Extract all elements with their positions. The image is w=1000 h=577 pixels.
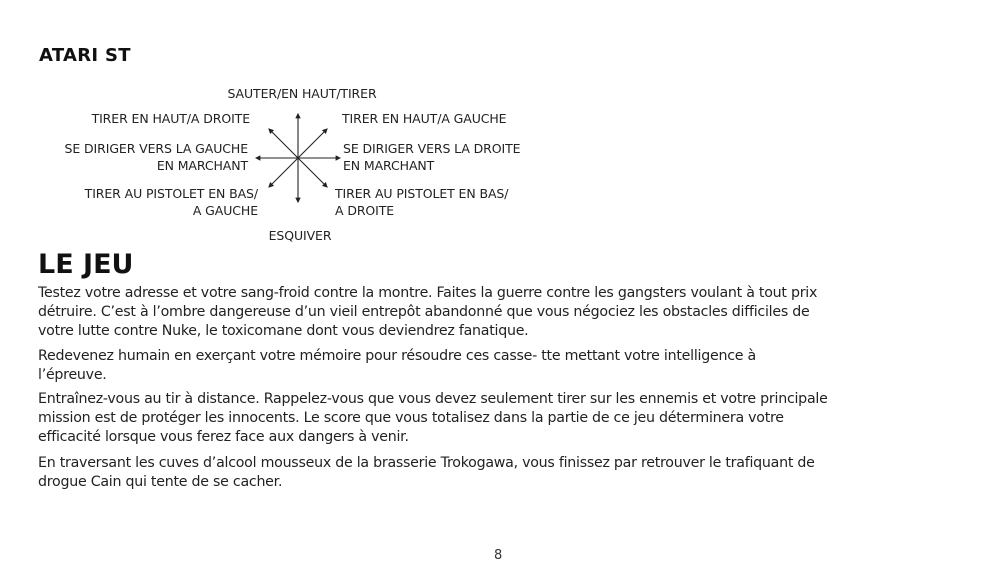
paragraph-line: votre lutte contre Nuke, le toxicomane dont vous deviendrez fanatique. bbox=[38, 323, 529, 339]
paragraph-line: efficacité lorsque vous ferez face aux dangers à venir. bbox=[38, 429, 409, 445]
arrow-up-left-icon bbox=[269, 129, 298, 158]
label-line: A DROITE bbox=[335, 203, 395, 218]
label-line: TIRER AU PISTOLET EN BAS/ bbox=[335, 186, 509, 201]
paragraph-line: En traversant les cuves d’alcool mousseux de la brasserie Trokogawa, vous finissez par retrouver le trafiquant de bbox=[38, 455, 815, 471]
label-line: TIRER EN HAUT/A DROITE bbox=[91, 111, 250, 126]
section-heading-atari-st: ATARI ST bbox=[39, 45, 131, 66]
arrow-up-right-icon bbox=[298, 129, 327, 158]
label-line: TIRER AU PISTOLET EN BAS/ bbox=[84, 186, 258, 201]
joystick-label-up-right bbox=[342, 110, 562, 127]
label-line: SE DIRIGER VERS LA DROITE bbox=[343, 141, 521, 156]
label-line: SAUTER/EN HAUT/TIRER bbox=[227, 86, 377, 101]
paragraph-line: mission est de protéger les innocents. Le score que vous totalisez dans la partie de ce jeu déterminera votre bbox=[38, 410, 784, 426]
joystick-label-down-left bbox=[30, 185, 258, 219]
joystick-label-up-left bbox=[40, 110, 250, 127]
paragraph-line: Redevenez humain en exerçant votre mémoire pour résoudre ces casse- tte mettant votre intelligence à bbox=[38, 348, 756, 364]
joystick-label-down-right bbox=[335, 185, 565, 219]
arrow-down-right-icon bbox=[298, 158, 327, 187]
paragraph bbox=[38, 347, 958, 385]
label-line: EN MARCHANT bbox=[343, 158, 435, 173]
paragraph-line: détruire. C’est à l’ombre dangereuse d’un vieil entrepôt abandonné que vous négociez les obstacles difficiles de bbox=[38, 304, 810, 320]
paragraph-line: l’épreuve. bbox=[38, 367, 107, 383]
arrow-down-left-icon bbox=[269, 158, 298, 187]
joystick-label-down bbox=[240, 227, 360, 244]
paragraph-line: Entraînez-vous au tir à distance. Rappelez-vous que vous devez seulement tirer sur les ennemis et votre principale bbox=[38, 391, 828, 407]
label-line: A GAUCHE bbox=[192, 203, 258, 218]
label-line: EN MARCHANT bbox=[156, 158, 248, 173]
paragraph-line: Testez votre adresse et votre sang-froid contre la montre. Faites la guerre contre les gangsters voulant à tout prix bbox=[38, 285, 818, 301]
joystick-directions-diagram bbox=[250, 108, 346, 208]
label-line: ESQUIVER bbox=[268, 228, 332, 243]
joystick-label-right bbox=[343, 140, 573, 174]
joystick-label-up bbox=[212, 85, 392, 102]
paragraph bbox=[38, 284, 958, 341]
paragraph bbox=[38, 454, 958, 492]
paragraph bbox=[38, 390, 958, 447]
section-heading-le-jeu: LE JEU bbox=[38, 249, 134, 280]
page-number: 8 bbox=[494, 548, 503, 563]
paragraph-line: drogue Cain qui tente de se cacher. bbox=[38, 474, 283, 490]
joystick-label-left bbox=[20, 140, 248, 174]
label-line: SE DIRIGER VERS LA GAUCHE bbox=[64, 141, 248, 156]
label-line: TIRER EN HAUT/A GAUCHE bbox=[342, 111, 507, 126]
